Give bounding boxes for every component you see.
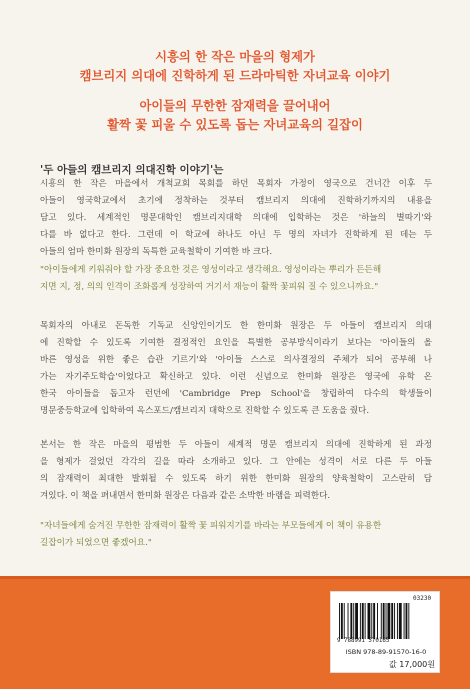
price-label: 값 17,000원 [389, 660, 435, 669]
barcode-bar [386, 603, 387, 639]
barcode-bar [362, 603, 364, 639]
paragraph-line: 목회자의 아내로 돈독한 기독교 신앙인이기도 한 한미화 원장은 두 아들이 캠브리지 의대 [40, 321, 432, 331]
quote-line: "아이들에게 키워줘야 할 가장 중요한 것은 영성이라고 생각해요. 영성이라는 뿌리가 든든해 [40, 265, 382, 275]
paragraph-line: 바른 영성을 위한 좋은 습관 기르기'와 '아이들 스스로 의사결정의 주체가 되어 공부해 나 [40, 355, 432, 365]
quote-line: 지면 지, 정, 의의 인격이 조화롭게 성장하여 거기서 재능이 활짝 꽃피워 질 수 있으니까요." [40, 282, 379, 292]
barcode-bar [353, 603, 354, 639]
barcode-bar [339, 603, 340, 639]
headline-2-line: 활짝 꽃 피울 수 있도록 돕는 자녀교육의 길잡이 [107, 118, 363, 132]
quote-1 [40, 262, 432, 296]
paragraph-line: 본서는 한 작은 마을의 평범한 두 아들이 세계적 명문 캠브리지 의대에 진학하게 된 과정 [40, 440, 432, 450]
paragraph-1 [40, 176, 432, 261]
barcode-bar [371, 603, 372, 639]
barcode-bar [373, 603, 375, 639]
barcode-bar [355, 603, 358, 639]
paragraph-line: 가는 자기주도학습'이었다고 확신하고 있다. 이런 신념으로 한미화 원장은 영국에 유학 온 [40, 372, 432, 382]
paragraph-line: 명문중등학교에 입학하여 옥스포드/캠브리지 대학으로 진학할 수 있도록 큰 도움을 줬다. [40, 406, 370, 416]
barcode-bar [399, 603, 402, 639]
barcode-bar [368, 603, 371, 639]
barcode-bar [406, 603, 408, 639]
isbn-label: ISBN 978-89-91570-16-0 [345, 648, 427, 656]
paragraph-line: 을 형제가 걸었던 각각의 길을 따라 소개하고 있다. 그 안에는 성격이 서로 다른 두 아들 [40, 457, 432, 467]
headline-1-line: 캠브리지 의대에 진학하게 된 드라마틱한 자녀교육 이야기 [79, 69, 391, 83]
quote-line: 길잡이가 되었으면 좋겠어요." [40, 538, 152, 548]
paragraph-line: 겨있다. 이 책을 펴내면서 한미화 원장은 다음과 같은 소박한 바램을 피력한다. [40, 491, 331, 501]
paragraph-line: 아들의 엄마 한미화 원장의 독특한 교육철학이 기여한 바 크다. [40, 247, 273, 257]
paragraph-line: 다를 바 없다고 한다. 그런데 이 학교에 하나도 아닌 두 명의 자녀가 진학하게 된 데는 두 [40, 230, 432, 240]
barcode-addon: 03230 [413, 595, 432, 602]
paragraph-line: 의 잠재력이 최대한 발휘될 수 있도록 하기 위한 한미화 원장의 양육철학이 고스란히 담 [40, 474, 432, 484]
barcode-bar [360, 603, 361, 639]
barcode-bar [341, 603, 343, 639]
headline-2-line: 아이들의 무한한 잠재력을 끌어내어 [139, 99, 331, 113]
paragraph-line: 한국 아이들을 돕고자 런던에 'Cambridge Prep School'을 창립하여 다수의 학생들이 [40, 389, 432, 399]
barcode-bar [350, 603, 352, 639]
barcode-bar [397, 603, 398, 639]
barcode-bar [348, 603, 349, 639]
barcode-bar [344, 603, 345, 639]
barcode-bar [387, 603, 390, 639]
paragraph-line: 시흥의 한 작은 마을에서 개척교회 목회를 하던 목회자 가정이 영국으로 건너간 이후 두 [40, 179, 432, 189]
headline-2 [0, 97, 470, 135]
barcode-bar [381, 603, 382, 639]
barcode-bar [408, 603, 409, 639]
barcode-bar [383, 603, 385, 639]
section-title: '두 아들의 캠브리지 의대진학 이야기'는 [40, 164, 224, 176]
headline-1-line: 시흥의 한 작은 마을의 형제가 [155, 50, 315, 64]
barcode-bar [377, 603, 378, 639]
quote-2 [40, 518, 432, 552]
headline-1 [0, 48, 470, 86]
quote-line: "자녀들에게 숨겨진 무한한 잠재력이 활짝 꽃 피워지기를 바라는 부모들에게 이 책이 유용한 [40, 521, 382, 531]
barcode-digits: 9 788991 570165 [337, 638, 390, 644]
barcode-icon [337, 603, 435, 639]
paragraph-3 [40, 437, 432, 505]
barcode-bar [391, 603, 393, 639]
barcode-bar [404, 603, 405, 639]
band-edge [0, 576, 470, 579]
barcode-bar [394, 603, 395, 639]
paragraph-line: 담고 있다. 세계적인 명문대학인 캠브리지대학 의대에 입학하는 것은 '하늘의 별따기'와 [40, 213, 432, 223]
paragraph-line: 아들이 영국학교에서 초기에 정착하는 것부터 캠브리지 의대에 진학하기까지의 내용을 [40, 196, 432, 206]
barcode-panel [330, 591, 440, 673]
paragraph-line: 에 진학할 수 있도록 기여한 결정적인 요인을 특별한 공부방식이라기 보다는 '아이들의 올 [40, 338, 432, 348]
barcode-bar [365, 603, 366, 639]
paragraph-2 [40, 318, 432, 420]
